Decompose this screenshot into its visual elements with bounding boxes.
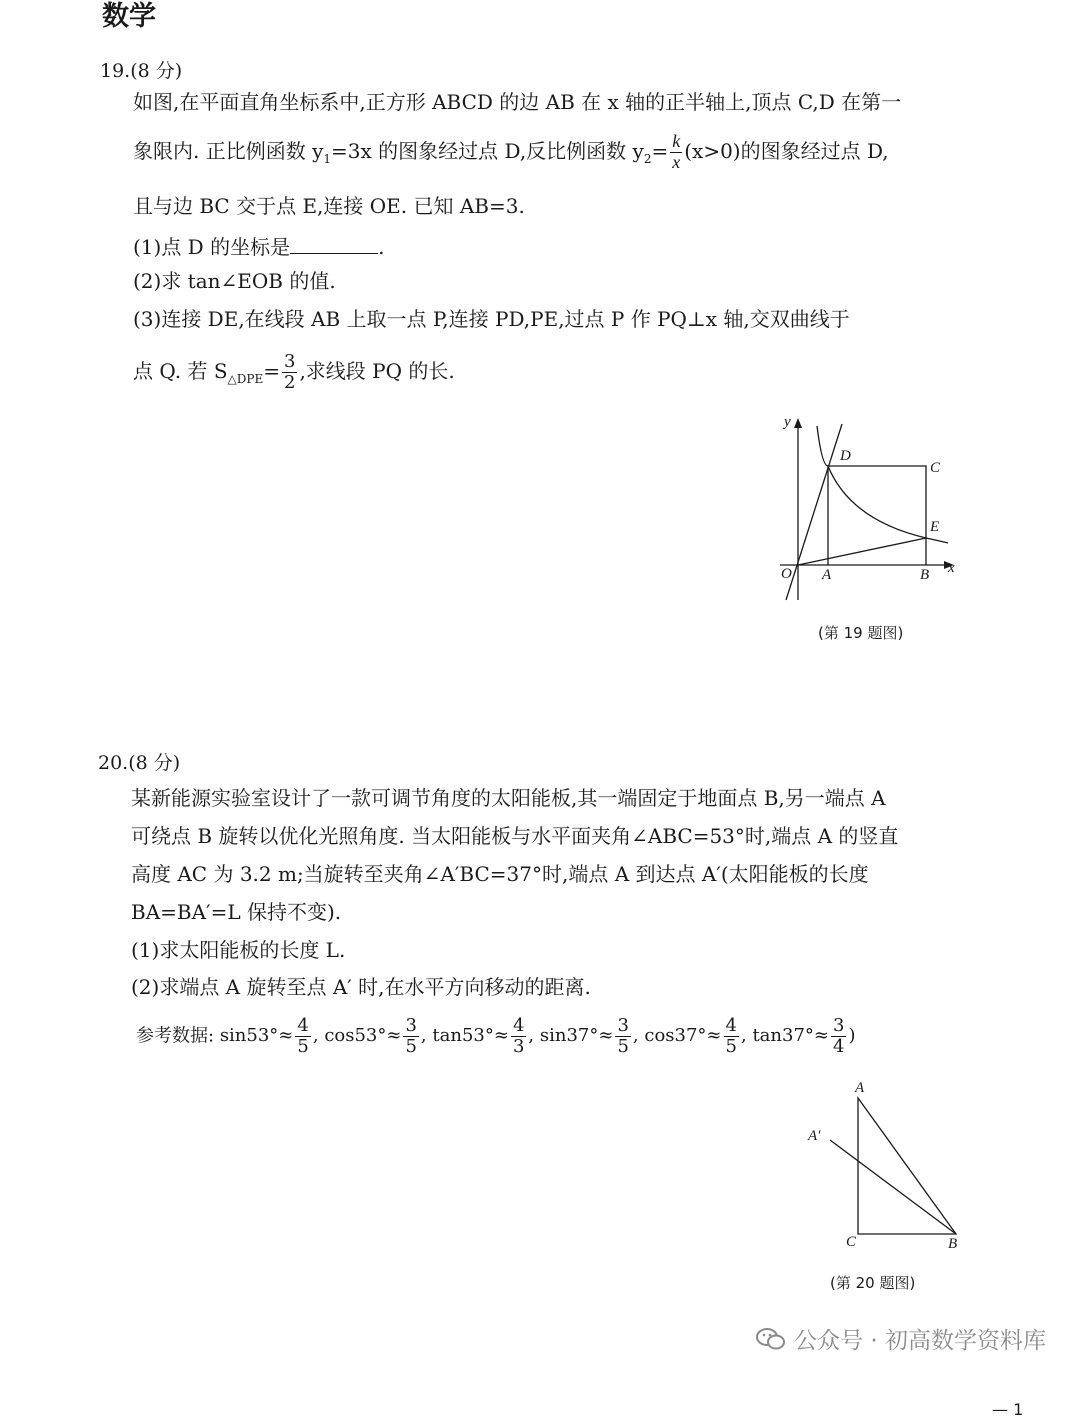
line-y1	[786, 424, 842, 600]
q19-line-1: 如图,在平面直角坐标系中,正方形 ABCD 的边 AB 在 x 轴的正半轴上,顶点 C,D 在第一	[133, 90, 902, 114]
q20-figure	[800, 1070, 980, 1260]
reference-data: 参考数据: sin53°≈ $\frac{4}{5}$ , cos53°≈ $\frac{3}{5}$ , tan53°≈ $\frac{4}{3}$ , sin37°≈ $\frac{3}{5}$ , cos37°≈ $\frac{4}{5}$ , tan37°≈ $\frac{3}{4}$ )	[136, 1015, 856, 1057]
q19-figure	[770, 410, 970, 610]
label-a: A	[855, 1080, 865, 1096]
q19-part-2: (2)求 tan∠EOB 的值.	[133, 269, 336, 293]
ref-tan53: tan53°≈ $\frac{4}{3}$ ,	[432, 1015, 535, 1057]
wechat-icon	[756, 1327, 786, 1351]
ref-tan37: tan37°≈ $\frac{3}{4}$ )	[752, 1015, 856, 1057]
q19-caption: (第 19 题图)	[818, 624, 904, 642]
q20-part-2: (2)求端点 A 旋转至点 A′ 时,在水平方向移动的距离.	[131, 975, 591, 999]
ref-cos53: cos53°≈ $\frac{3}{5}$ ,	[324, 1015, 427, 1057]
label-a: A	[822, 567, 832, 583]
hyperbola-y2	[817, 426, 948, 543]
q20-line-4: BA=BA′=L 保持不变).	[131, 900, 342, 924]
q20-line-3: 高度 AC 为 3.2 m;当旋转至夹角∠A′BC=37°时,端点 A 到达点 A′(太阳能板的长度	[131, 862, 869, 886]
subject-header: 数学	[102, 1, 156, 32]
label-y: y	[784, 414, 791, 430]
q20-number: 20.(8 分)	[98, 752, 181, 774]
label-c: C	[846, 1234, 857, 1250]
label-c: C	[930, 460, 941, 476]
label-d: D	[840, 448, 851, 464]
square-abcd	[828, 466, 926, 565]
q19-line-2: 象限内. 正比例函数 $y_1=3x$ 的图象经过点 D,反比例函数 $y_2=$ $\frac{k}{x}$ (x>0)的图象经过点 D,	[133, 131, 889, 172]
ref-sin53: sin53°≈ $\frac{4}{5}$ ,	[219, 1015, 319, 1057]
label-a-prime: A′	[808, 1128, 821, 1144]
ref-cos37: cos37°≈ $\frac{4}{5}$ ,	[644, 1015, 747, 1057]
page-number: — 1	[992, 1400, 1024, 1419]
label-b: B	[920, 567, 930, 583]
label-b: B	[948, 1236, 958, 1252]
q19-part-3-cont: 点 Q. 若 $S_{\triangle DPE}=$ $\frac{3}{2}$ ,求线段 PQ 的长.	[133, 351, 455, 393]
watermark	[756, 1322, 1046, 1355]
triangle-abc	[858, 1098, 956, 1234]
q19-line-3: 且与边 BC 交于点 E,连接 OE. 已知 AB=3.	[133, 194, 525, 218]
q20-part-1: (1)求太阳能板的长度 L.	[131, 938, 346, 962]
q19-part-1: (1)点 D 的坐标是 .	[133, 235, 385, 259]
q20-line-1: 某新能源实验室设计了一款可调节角度的太阳能板,其一端固定于地面点 B,另一端点 A	[131, 786, 886, 810]
q19-number: 19.(8 分)	[100, 60, 183, 82]
label-e: E	[930, 519, 940, 535]
segment-oe	[798, 538, 926, 565]
fraction-k-over-x: $\frac{k}{x}$	[672, 131, 681, 172]
ref-sin37: sin37°≈ $\frac{3}{5}$ ,	[539, 1015, 639, 1057]
label-x: x	[948, 560, 955, 576]
q20-line-2: 可绕点 B 旋转以优化光照角度. 当太阳能板与水平面夹角∠ABC=53°时,端点 A 的竖直	[131, 824, 899, 848]
answer-blank	[290, 235, 378, 254]
fraction-3-over-2: $\frac{3}{2}$	[283, 351, 296, 393]
q19-part-3: (3)连接 DE,在线段 AB 上取一点 P,连接 PD,PE,过点 P 作 PQ⊥x 轴,交双曲线于	[133, 307, 850, 331]
segment-a1b	[830, 1140, 956, 1234]
watermark-text: 公众号 · 初高数学资料库	[794, 1328, 1046, 1354]
label-o: O	[781, 566, 792, 582]
y-axis-arrow	[794, 418, 802, 428]
q20-caption: (第 20 题图)	[830, 1274, 916, 1292]
